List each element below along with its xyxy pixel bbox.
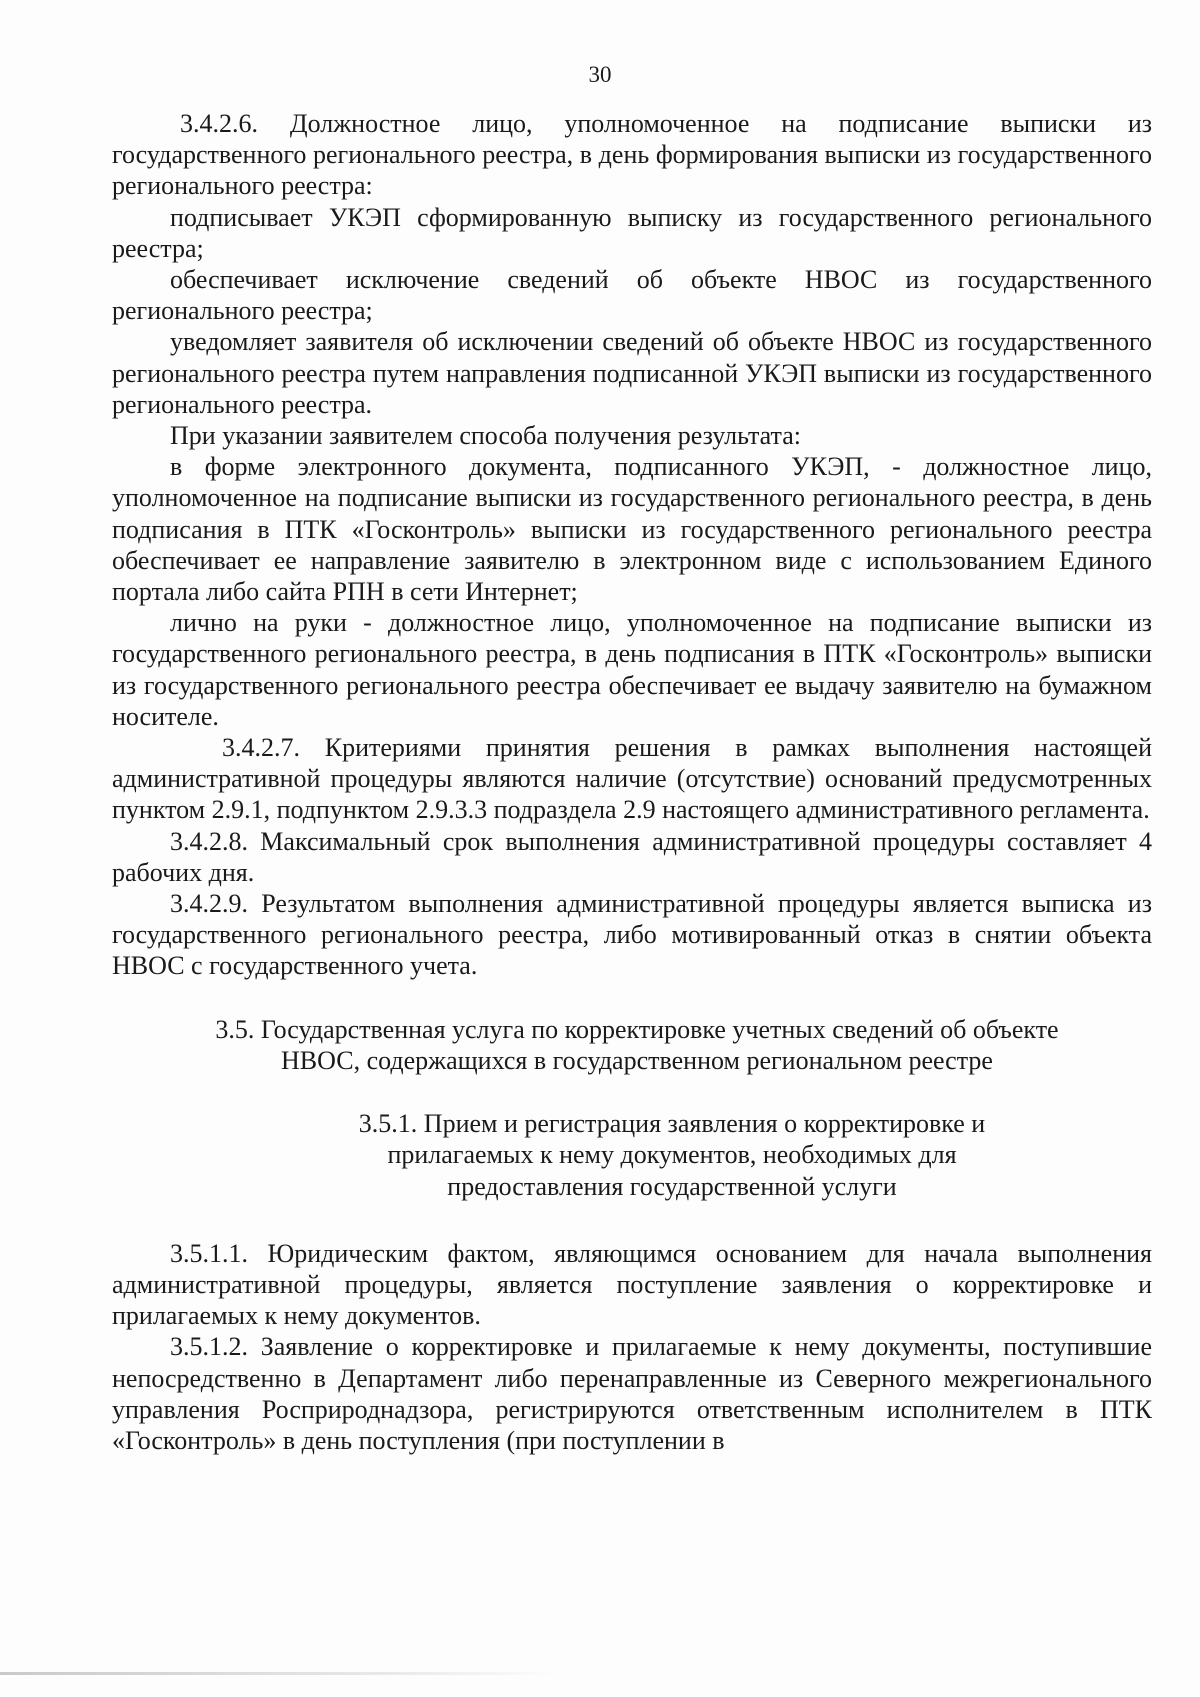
paragraph-3-5-1-2: 3.5.1.2. Заявление о корректировке и прилагаемые к нему документы, поступившие непосредственно в Департамент либо перенаправленные из Северного межрегионального управления Росприроднадзора, регистрируются ответственным исполнителем в ПТК «Госконтроль» в день поступления (при поступлении в <box>112 1332 1152 1455</box>
document-body <box>112 108 1152 1456</box>
list-item-electronic: в форме электронного документа, подписанного УКЭП, - должностное лицо, уполномоченное на подписание выписки из государственного регионального реестра, в день подписания в ПТК «Госконтроль» выписки из государственного регионального реестра обеспечивает ее направление заявителю в электронном виде с использованием Единого портала либо сайта РПН в сети Интернет; <box>112 452 1152 607</box>
list-item-exclusion: обеспечивает исключение сведений об объекте НВОС из государственного регионального реестра; <box>112 265 1152 326</box>
paragraph-3-4-2-9: 3.4.2.9. Результатом выполнения административной процедуры является выписка из государственного регионального реестра, либо мотивированный отказ в снятии объекта НВОС с государственного учета. <box>112 889 1152 981</box>
paragraph-3-4-2-7: 3.4.2.7. Критериями принятия решения в рамках выполнения настоящей административной процедуры являются наличие (отсутствие) оснований предусмотренных пунктом 2.9.1, подпунктом 2.9.3.3 подраздела 2.9 настоящего административного регламента. <box>112 733 1152 825</box>
scan-edge-line <box>0 1672 560 1675</box>
paragraph-3-4-2-8: 3.4.2.8. Максимальный срок выполнения административной процедуры составляет 4 рабочих дня. <box>112 826 1152 887</box>
section-heading: 3.5. Государственная услуга по корректировке учетных сведений об объекте НВОС, содержащихся в государственном региональном реестре <box>215 1014 1059 1075</box>
paragraph-result-method: При указании заявителем способа получения результата: <box>170 421 801 451</box>
list-item-sign: подписывает УКЭП сформированную выписку из государственного регионального реестра; <box>112 202 1152 263</box>
list-item-notify: уведомляет заявителя об исключении сведений об объекте НВОС из государственного регионального реестра путем направления подписанной УКЭП выписки из государственного регионального реестра. <box>112 327 1152 419</box>
list-item-in-person: лично на руки - должностное лицо, уполномоченное на подписание выписки из государственного регионального реестра, в день подписания в ПТК «Госконтроль» выписки из государственного регионального реестра обеспечивает ее выдачу заявителю на бумажном носителе. <box>112 608 1152 731</box>
paragraph-3-5-1-1: 3.5.1.1. Юридическим фактом, являющимся основанием для начала выполнения административной процедуры, является поступление заявления о корректировке и прилагаемых к нему документов. <box>112 1238 1152 1331</box>
subsection-heading: 3.5.1. Прием и регистрация заявления о корректировке и прилагаемых к нему документов, необходимых для предоставления государственной услуги <box>358 1109 986 1201</box>
page-number: 30 <box>588 62 612 87</box>
paragraph-3-4-2-6: 3.4.2.6. Должностное лицо, уполномоченное на подписание выписки из государственного регионального реестра, в день формирования выписки из государственного регионального реестра: <box>112 109 1152 201</box>
